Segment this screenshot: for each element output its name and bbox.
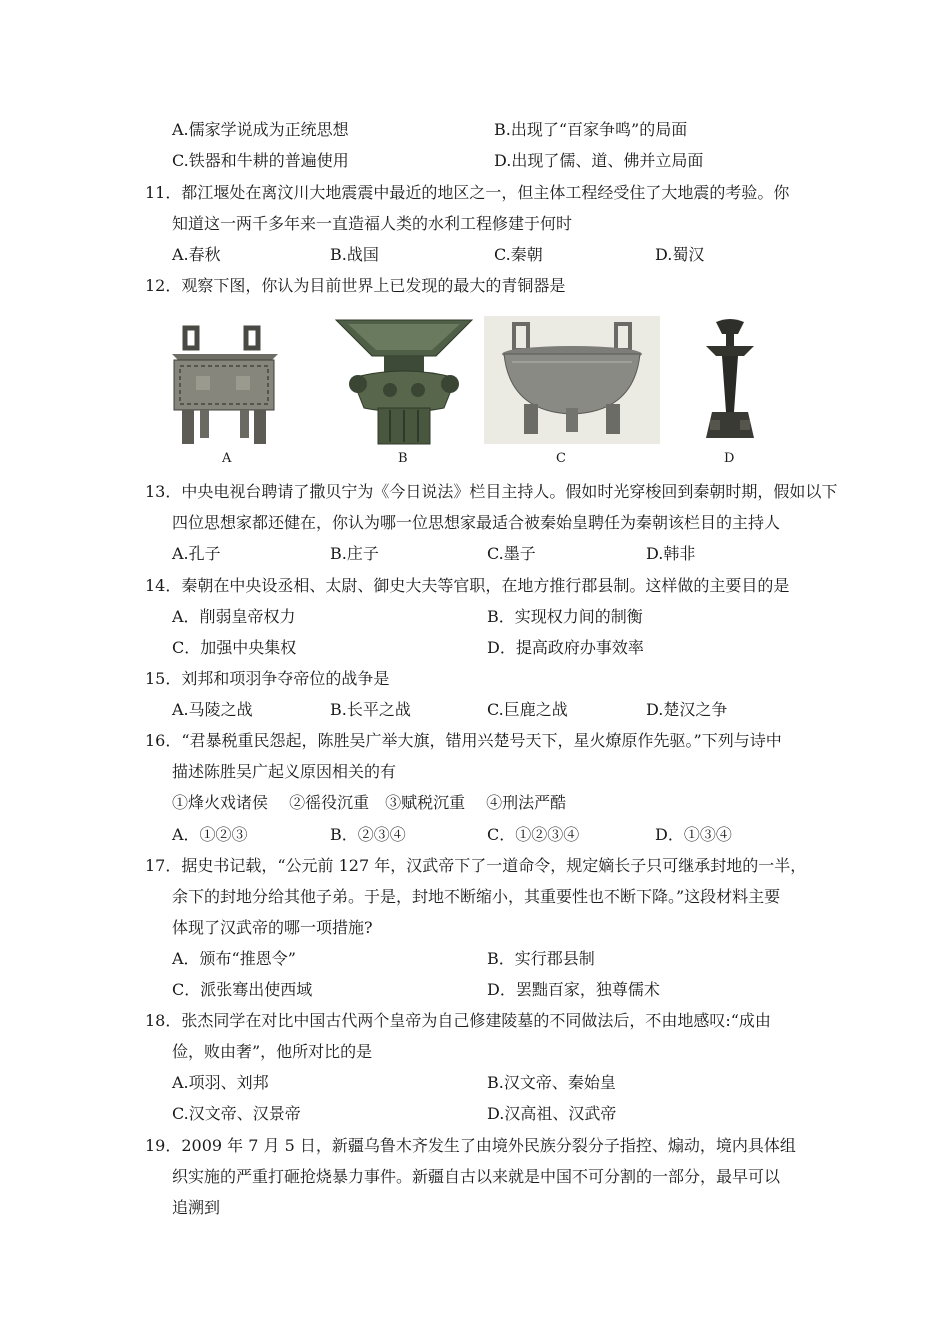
image-caption-b: B bbox=[398, 451, 408, 466]
q18-option-c: C.汉文帝、汉景帝 bbox=[172, 1104, 301, 1123]
q10-option-c: C.铁器和牛耕的普遍使用 bbox=[172, 151, 349, 170]
bronze-zun-image bbox=[332, 316, 476, 450]
q13-option-d: D.韩非 bbox=[646, 544, 696, 563]
q15-option-a: A.马陵之战 bbox=[172, 700, 253, 719]
bronze-ding-square-image bbox=[160, 320, 290, 450]
q16-option-d: D．①③④ bbox=[655, 825, 732, 844]
q10-option-b: B.出现了“百家争鸣”的局面 bbox=[494, 120, 688, 139]
q17-option-b: B．实行郡县制 bbox=[487, 949, 595, 968]
q14-option-c: C．加强中央集权 bbox=[172, 638, 297, 657]
q11-option-a: A.春秋 bbox=[172, 245, 221, 264]
image-caption-d: D bbox=[724, 451, 735, 466]
q11-option-c: C.秦朝 bbox=[494, 245, 543, 264]
q15-option-b: B.长平之战 bbox=[330, 700, 411, 719]
q14-option-b: B．实现权力间的制衡 bbox=[487, 607, 643, 626]
q16-stem-line1: 16．“君暴税重民怨起，陈胜吴广举大旗，错用兴楚号天下，星火燎原作先驱。”下列与诗中 bbox=[145, 731, 782, 750]
q14-option-d: D．提高政府办事效率 bbox=[487, 638, 644, 657]
q15-stem-line1: 15．刘邦和项羽争夺帝位的战争是 bbox=[145, 669, 390, 688]
q17-option-c: C．派张骞出使西域 bbox=[172, 980, 313, 999]
q18-stem-line2: 俭，败由奢”，他所对比的是 bbox=[172, 1042, 373, 1061]
q13-option-c: C.墨子 bbox=[487, 544, 536, 563]
image-caption-a: A bbox=[222, 451, 232, 466]
q16-option-c: C．①②③④ bbox=[487, 825, 580, 844]
q11-option-d: D.蜀汉 bbox=[655, 245, 705, 264]
q19-stem-line3: 追溯到 bbox=[172, 1198, 221, 1217]
q14-option-a: A．削弱皇帝权力 bbox=[172, 607, 296, 626]
q16-option-b: B．②③④ bbox=[330, 825, 406, 844]
q17-stem-line1: 17．据史书记载，“公元前 127 年，汉武帝下了一道命令，规定嫡长子只可继承封地的一半， bbox=[145, 856, 807, 875]
q17-stem-line3: 体现了汉武帝的哪一项措施? bbox=[172, 918, 373, 937]
q13-stem-line1: 13．中央电视台聘请了撒贝宁为《今日说法》栏目主持人。假如时光穿梭回到秦朝时期，假如以下 bbox=[145, 482, 838, 501]
q11-stem-line1: 11．都江堰处在离汶川大地震震中最近的地区之一，但主体工程经受住了大地震的考验。你 bbox=[145, 183, 790, 202]
q19-stem-line1: 19．2009 年 7 月 5 日，新疆乌鲁木齐发生了由境外民族分裂分子指控、煽动，境内具体组 bbox=[145, 1136, 796, 1155]
q13-option-b: B.庄子 bbox=[330, 544, 379, 563]
q15-option-c: C.巨鹿之战 bbox=[487, 700, 568, 719]
q16-stem-line2: 描述陈胜吴广起义原因相关的有 bbox=[172, 762, 397, 781]
q10-option-d: D.出现了儒、道、佛并立局面 bbox=[494, 151, 704, 170]
q18-option-d: D.汉高祖、汉武帝 bbox=[487, 1104, 617, 1123]
q10-option-a: A.儒家学说成为正统思想 bbox=[172, 120, 349, 139]
q12-stem-line1: 12．观察下图，你认为目前世界上已发现的最大的青铜器是 bbox=[145, 276, 566, 295]
q11-stem-line2: 知道这一两千多年来一直造福人类的水利工程修建于何时 bbox=[172, 214, 573, 233]
q17-stem-line2: 余下的封地分给其他子弟。于是，封地不断缩小，其重要性也不断下降。”这段材料主要 bbox=[172, 887, 781, 906]
image-caption-c: C bbox=[556, 451, 566, 466]
bronze-figure-image bbox=[690, 316, 770, 448]
q18-option-a: A.项羽、刘邦 bbox=[172, 1073, 269, 1092]
q13-option-a: A.孔子 bbox=[172, 544, 221, 563]
q18-option-b: B.汉文帝、秦始皇 bbox=[487, 1073, 616, 1092]
q13-stem-line2: 四位思想家都还健在，你认为哪一位思想家最适合被秦始皇聘任为秦朝该栏目的主持人 bbox=[172, 513, 781, 532]
q16-numbered-items: ①烽火戏诸侯 ②徭役沉重 ③赋税沉重 ④刑法严酷 bbox=[172, 793, 567, 812]
q11-option-b: B.战国 bbox=[330, 245, 379, 264]
q17-option-a: A．颁布“推恩令” bbox=[172, 949, 296, 968]
q17-option-d: D．罢黜百家，独尊儒术 bbox=[487, 980, 660, 999]
q19-stem-line2: 织实施的严重打砸抢烧暴力事件。新疆自古以来就是中国不可分割的一部分，最早可以 bbox=[172, 1167, 781, 1186]
q16-option-a: A．①②③ bbox=[172, 825, 248, 844]
q15-option-d: D.楚汉之争 bbox=[646, 700, 728, 719]
q18-stem-line1: 18．张杰同学在对比中国古代两个皇帝为自己修建陵墓的不同做法后，不由地感叹:“成由 bbox=[145, 1011, 771, 1030]
q14-stem-line1: 14．秦朝在中央设丞相、太尉、御史大夫等官职，在地方推行郡县制。这样做的主要目的是 bbox=[145, 576, 790, 595]
bronze-ding-round-image bbox=[484, 316, 660, 444]
